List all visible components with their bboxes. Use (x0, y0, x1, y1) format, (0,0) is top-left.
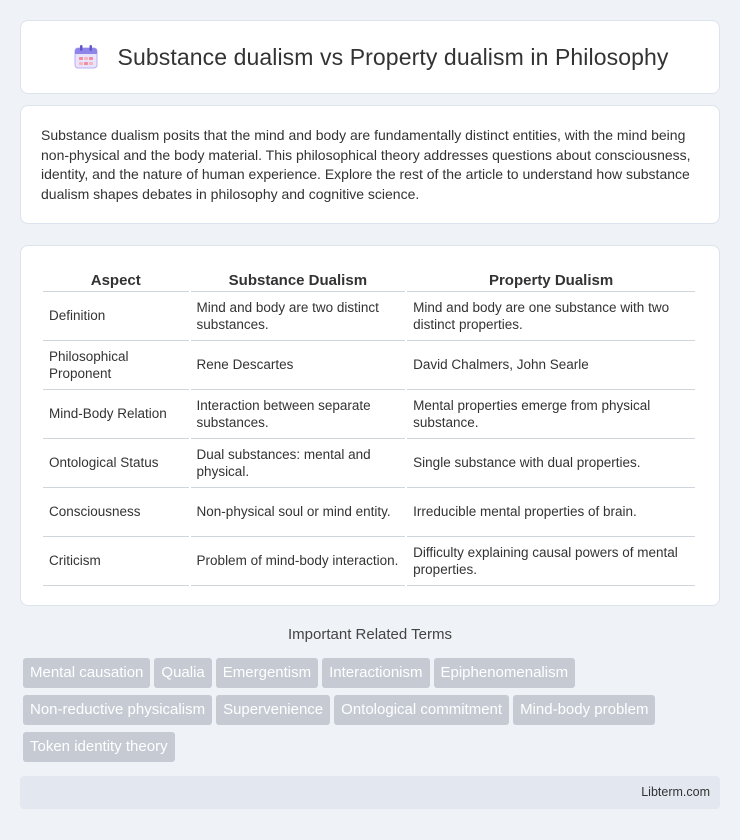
table-row (43, 292, 695, 341)
table-row (43, 488, 695, 537)
term-tag-emergentism[interactable]: Emergentism (216, 658, 318, 688)
table-row (43, 439, 695, 488)
table-cell-property: Irreducible mental properties of brain. (407, 488, 695, 537)
table-cell-property: Single substance with dual properties. (407, 439, 695, 488)
table-cell-substance: Mind and body are two distinct substances. (191, 292, 406, 341)
comparison-table (41, 266, 697, 586)
intro-text: Substance dualism posits that the mind and body are fundamentally distinct entities, with the mind being non-physical and the body material. This philosophical theory addresses questions about consciousness, identity, and the nature of human experience. Explore the rest of the article to understand how substance dualism shapes debates in philosophy and cognitive science. (41, 127, 691, 202)
table-cell-substance: Non-physical soul or mind entity. (191, 488, 406, 537)
table-cell-property: Difficulty explaining causal powers of mental properties. (407, 537, 695, 586)
term-tag-epiphenomenalism[interactable]: Epiphenomenalism (434, 658, 576, 688)
table-cell-property: Mental properties emerge from physical substance. (407, 390, 695, 439)
table-cell-aspect: Definition (43, 292, 189, 341)
related-terms-title: Important Related Terms (288, 626, 452, 643)
table-cell-property: David Chalmers, John Searle (407, 341, 695, 390)
column-header-substance-dualism: Substance Dualism (191, 266, 406, 292)
column-header-property-dualism: Property Dualism (407, 266, 695, 292)
term-tag-qualia[interactable]: Qualia (154, 658, 211, 688)
table-cell-substance: Problem of mind-body interaction. (191, 537, 406, 586)
table-cell-aspect: Mind-Body Relation (43, 390, 189, 439)
header-card (20, 20, 720, 94)
comparison-card (20, 245, 720, 606)
term-tag-mind-body-problem[interactable]: Mind-body problem (513, 695, 655, 725)
table-cell-aspect: Criticism (43, 537, 189, 586)
table-header-row (43, 266, 695, 292)
footer-site-link[interactable]: Libterm.com (641, 785, 710, 799)
table-cell-substance: Interaction between separate substances. (191, 390, 406, 439)
table-cell-aspect: Philosophical Proponent (43, 341, 189, 390)
term-tag-token-identity-theory[interactable]: Token identity theory (23, 732, 175, 762)
footer (20, 776, 720, 809)
table-row (43, 341, 695, 390)
table-row (43, 537, 695, 586)
calendar-icon (72, 43, 100, 71)
table-cell-aspect: Consciousness (43, 488, 189, 537)
term-tag-interactionism[interactable]: Interactionism (322, 658, 429, 688)
term-tag-non-reductive-physicalism[interactable]: Non-reductive physicalism (23, 695, 212, 725)
term-tag-mental-causation[interactable]: Mental causation (23, 658, 150, 688)
table-row (43, 390, 695, 439)
table-cell-aspect: Ontological Status (43, 439, 189, 488)
term-tag-ontological-commitment[interactable]: Ontological commitment (334, 695, 509, 725)
term-tag-supervenience[interactable]: Supervenience (216, 695, 330, 725)
page-title: Substance dualism vs Property dualism in Philosophy (117, 43, 669, 70)
intro-card (20, 105, 720, 224)
column-header-aspect: Aspect (43, 266, 189, 292)
table-cell-substance: Dual substances: mental and physical. (191, 439, 406, 488)
related-terms-list (23, 658, 723, 769)
table-cell-substance: Rene Descartes (191, 341, 406, 390)
table-cell-property: Mind and body are one substance with two distinct properties. (407, 292, 695, 341)
